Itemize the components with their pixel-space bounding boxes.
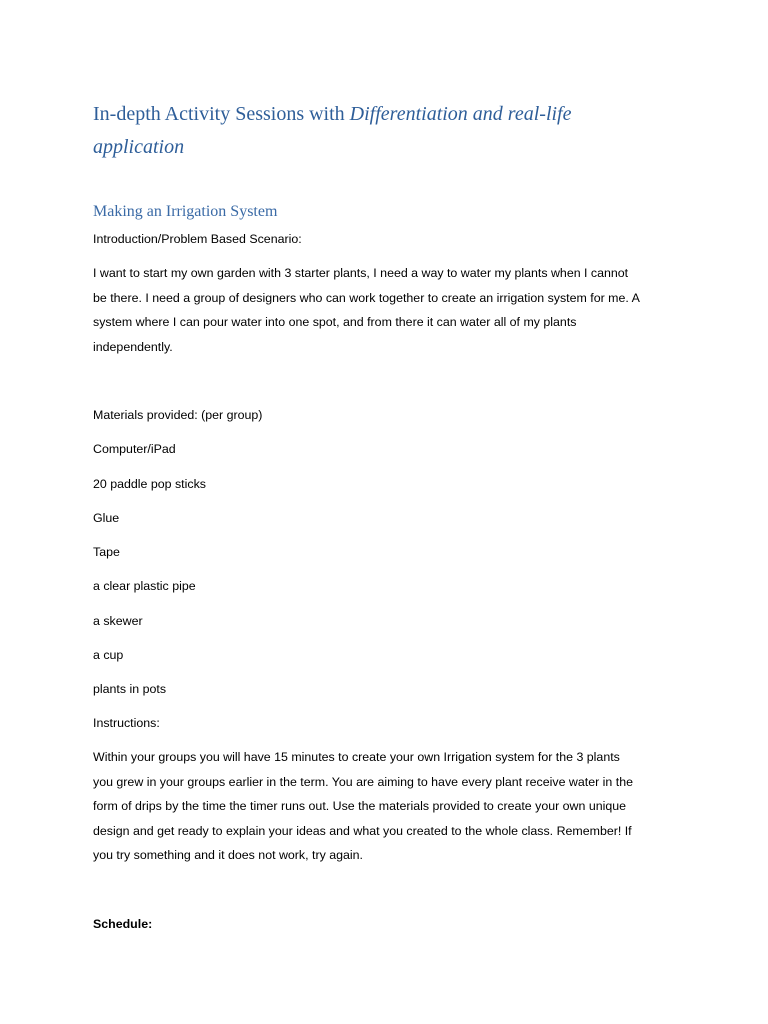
material-item: a clear plastic pipe [93, 579, 196, 593]
intro-paragraph [93, 261, 683, 359]
instructions-paragraph [93, 745, 683, 868]
instructions-heading: Instructions: [93, 716, 160, 730]
instructions-line: you try something and it does not work, try again. [93, 848, 363, 863]
material-item: a skewer [93, 614, 143, 628]
material-item: plants in pots [93, 682, 167, 696]
title-italic-text: Differentiation and real-life [349, 103, 572, 125]
material-item: a cup [93, 648, 124, 662]
title-plain-text: In-depth Activity Sessions with [93, 103, 350, 125]
intro-line: I want to start my own garden with 3 starter plants, I need a way to water my plants when I cannot [93, 266, 629, 280]
schedule-heading: Schedule: [93, 917, 153, 931]
material-item: 20 paddle pop sticks [93, 477, 206, 491]
page-title [93, 98, 683, 164]
instructions-line: form of drips by the time the timer runs out. Use the materials provided to create your own unique [93, 799, 627, 814]
intro-line: system where I can pour water into one spot, and from there it can water all of my plants [93, 315, 577, 330]
instructions-line: you grew in your groups earlier in the term. You are aiming to have every plant receive water in the [93, 774, 633, 789]
intro-heading: Introduction/Problem Based Scenario: [93, 232, 302, 246]
intro-line: be there. I need a group of designers who can work together to create an irrigation system for me. A [93, 290, 640, 305]
material-item: Tape [93, 545, 120, 559]
title-italic-text-line2: application [93, 136, 185, 158]
section-heading: Making an Irrigation System [93, 203, 278, 220]
materials-heading: Materials provided: (per group) [93, 408, 263, 422]
material-item: Computer/iPad [93, 442, 176, 456]
material-item: Glue [93, 511, 120, 525]
instructions-line: Within your groups you will have 15 minutes to create your own Irrigation system for the 3 plants [93, 750, 620, 764]
intro-line: independently. [93, 339, 173, 354]
instructions-line: design and get ready to explain your ideas and what you created to the whole class. Remember! If [93, 823, 632, 838]
